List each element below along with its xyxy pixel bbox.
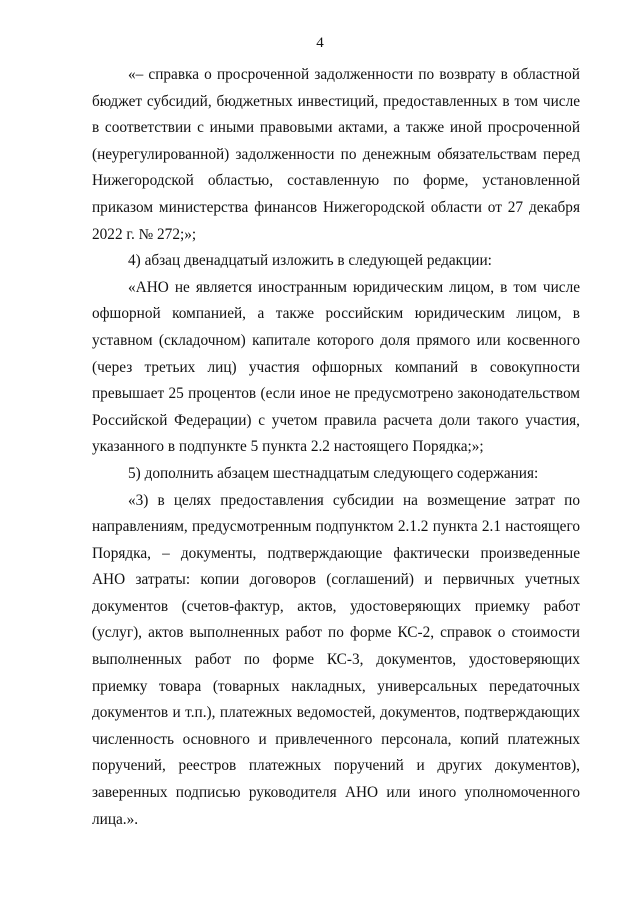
paragraph-certificate-of-overdue-debt: «– справка о просроченной задолженности по возврату в областной бюджет субсидий, бюджетных инвестиций, предоставленных в том числе в соответствии с иными правовыми актами, а также иной просроченной (неурегулированной) задолженности по денежным обязательствам перед Нижегородской областью, составленную по форме, установленной приказом министерства финансов Нижегородской области от 27 декабря 2022 г. № 272;»; [92,66,580,243]
paragraph-item-4-intro: 4) абзац двенадцатый изложить в следующей редакции: [128,252,492,270]
document-body [92,62,580,833]
paragraph-item-5-intro: 5) дополнить абзацем шестнадцатым следующего содержания: [128,464,539,482]
paragraph-expense-documents: «3) в целях предоставления субсидии на возмещение затрат по направлениям, предусмотренным подпунктом 2.1.2 пункта 2.1 настоящего Порядка, – документы, подтверждающие фактически произведенные АНО затраты: копии договоров (соглашений) и первичных учетных документов (счетов-фактур, актов, удостоверяющих приемку работ (услуг), актов выполненных работ по форме КС-2, справок о стоимости выполненных работ по форме КС-3, документов, удостоверяющих приемку товара (товарных накладных, универсальных передаточных документов и т.п.), платежных ведомостей, документов, подтверждающих численность основного и привлеченного персонала, копий платежных поручений, реестров платежных поручений и других документов), заверенных подписью руководителя АНО или иного уполномоченного лица.». [92,491,580,828]
page-number: 4 [316,35,324,51]
paragraph-offshore-clause: «АНО не является иностранным юридическим лицом, в том числе офшорной компанией, а также российским юридическим лицом, в уставном (складочном) капитале которого доля прямого или косвенного (через третьих лиц) участия офшорных компаний в совокупности превышает 25 процентов (если иное не предусмотрено законодательством Российской Федерации) с учетом правила расчета доли такого участия, указанного в подпункте 5 пункта 2.2 настоящего Порядка;»; [92,278,580,456]
